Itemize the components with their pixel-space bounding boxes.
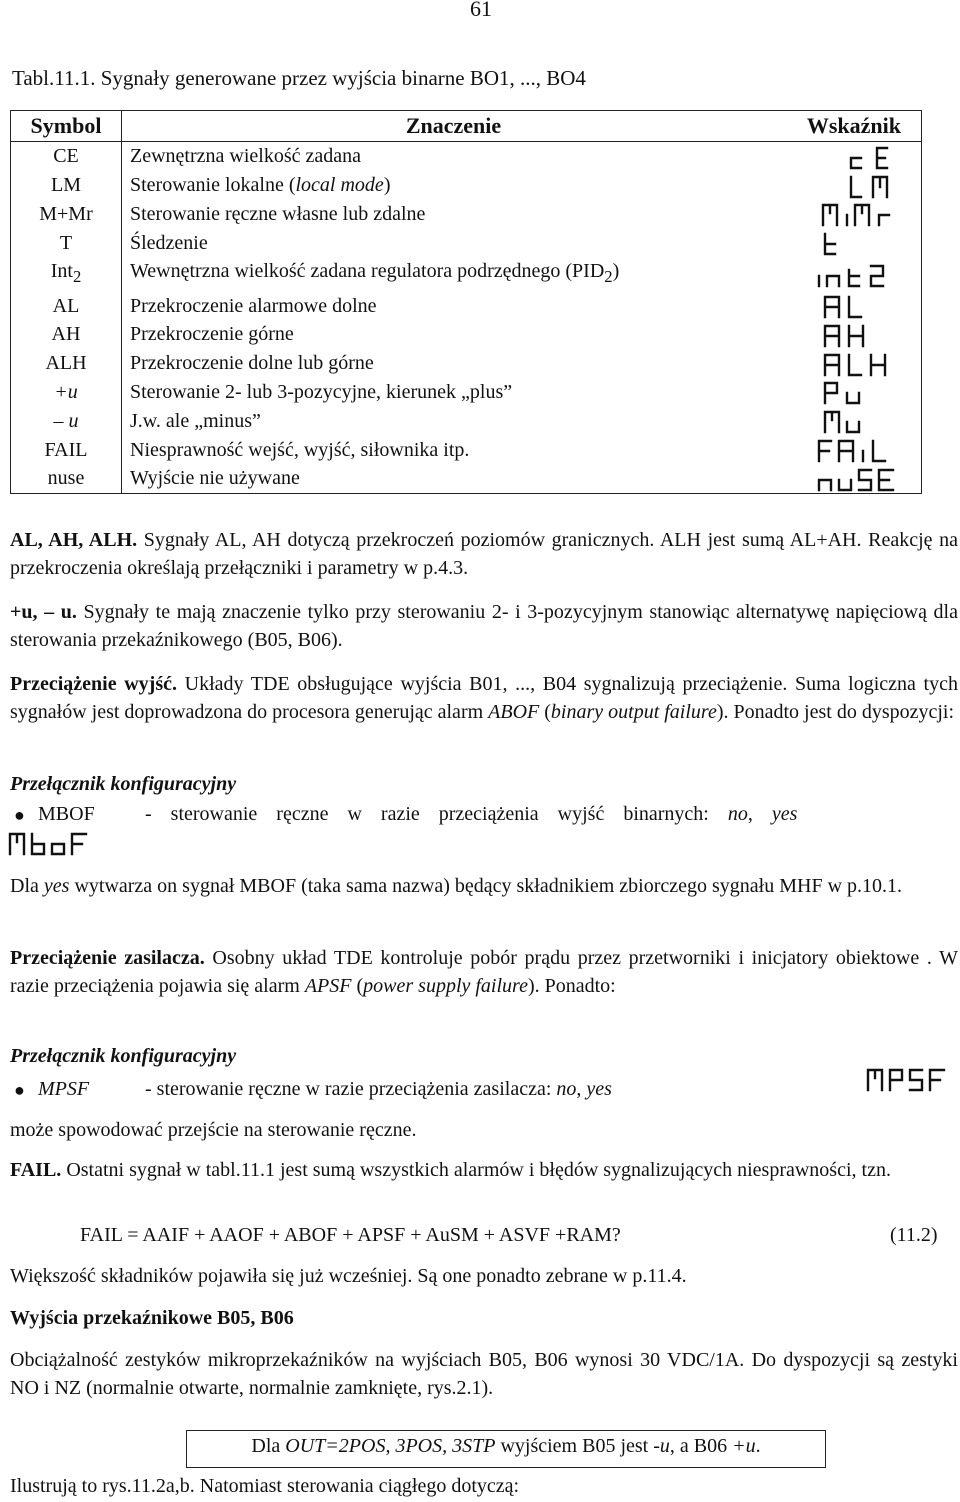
note-box [186, 1430, 826, 1468]
mpsf-segment-icon [866, 1068, 952, 1092]
m-mr-segment-icon [821, 203, 897, 227]
meaning-cell: Sterowanie ręczne własne lub zdalne [130, 202, 426, 225]
table-caption: Tabl.11.1. Sygnały generowane przez wyjścia binarne BO1, ..., BO4 [12, 66, 586, 90]
paragraph-relay-load: Obciążalność zestyków mikroprzekaźników na wyjściach B05, B06 wynosi 30 VDC/1A. Do dyspozycji są zestyki NO i NZ (normalnie otwarte, normalnie zamknięte, rys.2.1). [10, 1349, 958, 1399]
int2-segment-icon [817, 264, 897, 288]
fail-segment-icon [817, 439, 897, 463]
table-row [11, 171, 922, 200]
symbol-cell: ALH [11, 349, 122, 378]
al-segment-icon [821, 295, 897, 319]
t-segment-icon [821, 232, 897, 256]
table-row [11, 228, 922, 257]
table-header-row [11, 111, 922, 142]
symbol-cell: – u [11, 406, 122, 435]
table-row [11, 142, 922, 171]
paragraph-mbof-yes: Dla yes wytwarza on sygnał MBOF (taka sama nazwa) będący składnikiem zbiorczego sygnału MHF w p.10.1. [10, 875, 903, 897]
meaning-cell: Przekroczenie dolne lub górne [130, 352, 374, 375]
mbof-name: MBOF [38, 803, 95, 825]
table-row [11, 291, 922, 320]
paragraph-supply-overload: Przeciążenie zasilacza. Osobny układ TDE kontroluje pobór prądu przez przetworniki i inicjatory obiektowe . W razie przeciążenia pojawia się alarm APSF (power supply failure). Ponadto: [10, 947, 958, 997]
table-row [11, 257, 922, 291]
paragraph-al-ah-alh: AL, AH, ALH. Sygnały AL, AH dotyczą przekroczeń poziomów granicznych. ALH jest sumą AL+AH. Reakcję na przekroczenia określają przełączniki i parametry w p.4.3. [10, 529, 958, 579]
meaning-cell: Zewnętrzna wielkość zadana [130, 145, 361, 168]
header-meaning: Znaczenie [122, 111, 778, 142]
mpsf-name: MPSF [38, 1078, 90, 1100]
meaning-cell: Wyjście nie używane [130, 467, 300, 490]
meaning-cell: J.w. ale „minus” [130, 409, 261, 432]
symbol-cell: AL [11, 291, 122, 320]
alh-segment-icon [821, 353, 897, 377]
bullet-icon: ● [14, 805, 25, 825]
symbol-cell: FAIL [11, 435, 122, 464]
symbol-cell: CE [11, 142, 122, 171]
symbol-cell: T [11, 228, 122, 257]
symbol-cell: +u [11, 378, 122, 407]
bullet-icon: ● [14, 1080, 25, 1100]
table-row [11, 349, 922, 378]
mbof-description: - sterowanie ręczne w razie przeciążenia wyjść binarnych: no, yes [145, 803, 798, 825]
lm-segment-icon [847, 175, 897, 199]
page-number: 61 [470, 0, 492, 21]
paragraph-manual: może spowodować przejście na sterowanie ręczne. [10, 1119, 417, 1141]
header-symbol: Symbol [11, 111, 122, 142]
note-box-text: Dla OUT=2POS, 3POS, 3STP wyjściem B05 jest -u, a B06 +u. [251, 1435, 761, 1457]
meaning-cell: Niesprawność wejść, wyjść, siłownika itp. [130, 438, 470, 461]
equation-number: (11.2) [890, 1224, 938, 1246]
symbol-cell: M+Mr [11, 200, 122, 229]
meaning-cell: Śledzenie [130, 231, 208, 254]
paragraph-output-overload: Przeciążenie wyjść. Układy TDE obsługujące wyjścia B01, ..., B04 sygnalizują przeciążenie. Suma logiczna tych sygnałów jest doprowadzona do procesora generując alarm ABOF (binary output failure). Ponadto jest do dyspozycji: [10, 673, 958, 723]
meaning-cell: Sterowanie 2- lub 3-pozycyjne, kierunek „plus” [130, 380, 513, 403]
pu-segment-icon [821, 381, 897, 405]
table-row [11, 464, 922, 493]
mu-segment-icon [821, 410, 897, 434]
mpsf-description: - sterowanie ręczne w razie przeciążenia zasilacza: no, yes [145, 1078, 612, 1100]
equation-text: FAIL = AAIF + AAOF + ABOF + APSF + AuSM + ASVF +RAM? [80, 1224, 621, 1246]
mbof-segment-icon [8, 832, 94, 856]
symbol-cell: AH [11, 320, 122, 349]
ah-segment-icon [821, 324, 897, 348]
symbol-cell: nuse [11, 464, 122, 493]
table-row [11, 406, 922, 435]
table-row [11, 378, 922, 407]
paragraph-components: Większość składników pojawiła się już wcześniej. Są one ponadto zebrane w p.11.4. [10, 1265, 687, 1287]
meaning-cell: Wewnętrzna wielkość zadana regulatora podrzędnego $(PID_2)$ [130, 260, 620, 287]
switch-heading-2: Przełącznik konfiguracyjny [10, 1045, 237, 1067]
nuse-segment-icon [817, 468, 897, 492]
heading-relay-outputs: Wyjścia przekaźnikowe B05, B06 [10, 1307, 294, 1329]
ce-segment-icon [847, 146, 897, 170]
table-row [11, 435, 922, 464]
signals-table [10, 110, 922, 494]
switch-heading-1: Przełącznik konfiguracyjny [10, 773, 237, 795]
meaning-cell: Przekroczenie alarmowe dolne [130, 294, 377, 317]
paragraph-plus-minus-u: +u, – u. Sygnały te mają znaczenie tylko przy sterowaniu 2- i 3-pozycyjnym stanowiąc alternatywę napięciową dla sterowania przekaźnikowego (B05, B06). [10, 601, 958, 651]
table-row [11, 320, 922, 349]
meaning-cell: Sterowanie lokalne (local mode) [130, 174, 391, 197]
header-indicator: Wskaźnik [777, 111, 922, 142]
symbol-cell: LM [11, 171, 122, 200]
paragraph-fail: FAIL. Ostatni sygnał w tabl.11.1 jest sumą wszystkich alarmów i błędów sygnalizujących niesprawności, tzn. [10, 1159, 891, 1181]
symbol-cell: Int$_2$ [11, 257, 122, 291]
table-row [11, 200, 922, 229]
paragraph-illustration: Ilustrują to rys.11.2a,b. Natomiast sterowania ciągłego dotyczą: [10, 1475, 520, 1497]
meaning-cell: Przekroczenie górne [130, 323, 294, 346]
